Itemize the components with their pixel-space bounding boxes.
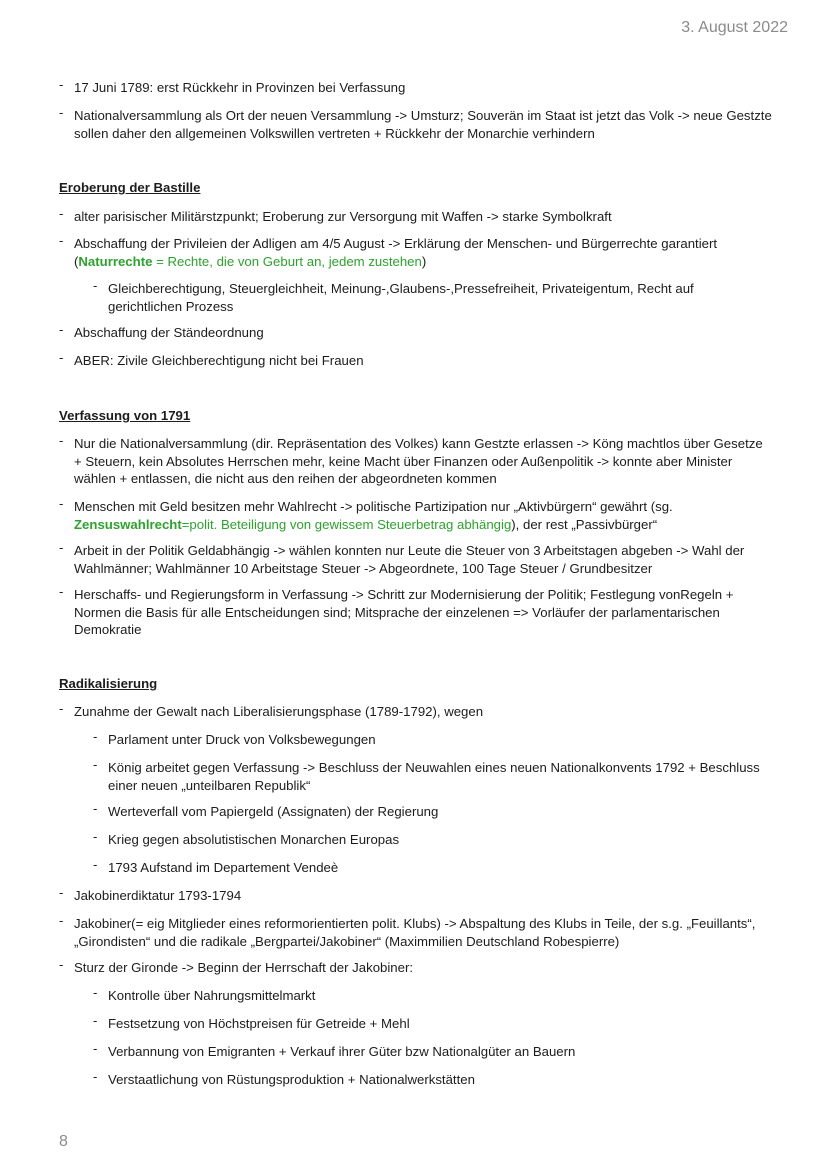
term-definition: =polit. Beteiligung von gewissem Steuerbetrag abhängig: [181, 516, 512, 532]
sub-list-item: - Gleichberechtigung, Steuergleichheit, Meinung-,Glaubens-,Pressefreiheit, Privateigentum, Recht auf gerichtlichen Prozess: [108, 280, 768, 315]
item-text-end: ): [421, 253, 427, 269]
item-text: Abschaffung der Privileien der Adligen am 4/5 August -> Erklärung der Menschen- und Bürgerrechte garantiert (: [74, 236, 718, 269]
sub-list-item: - Verstaatlichung von Rüstungsproduktion + Nationalwerkstätten: [108, 1071, 768, 1089]
list-item: - Jakobinerdiktatur 1793-1794: [74, 887, 774, 905]
list-item: [74, 235, 774, 270]
item-text: Menschen mit Geld besitzen mehr Wahlrecht -> politische Partizipation nur „Aktivbürgern“ gewährt (sg.: [74, 499, 673, 514]
sub-list-item: - Werteverfall vom Papiergeld (Assignaten) der Regierung: [108, 803, 768, 821]
sub-list-item: - Krieg gegen absolutistischen Monarchen Europas: [108, 831, 768, 849]
list-item: - ABER: Zivile Gleichberechtigung nicht bei Frauen: [74, 352, 774, 370]
section-heading-radikalisierung: Radikalisierung: [59, 676, 158, 691]
item-text-end: ), der rest „Passivbürger“: [511, 516, 658, 532]
list-item: - Sturz der Gironde -> Beginn der Herrschaft der Jakobiner:: [74, 959, 774, 977]
list-item: - 17 Juni 1789: erst Rückkehr in Provinzen bei Verfassung: [74, 79, 774, 97]
list-item: [74, 498, 774, 533]
sub-list-item: - Parlament unter Druck von Volksbewegungen: [108, 731, 768, 749]
term-zensuswahlrecht: Zensuswahlrecht: [74, 516, 182, 532]
list-item: - alter parisischer Militärstzpunkt; Eroberung zur Versorgung mit Waffen -> starke Symbolkraft: [74, 208, 774, 226]
list-item: - Arbeit in der Politik Geldabhängig -> wählen konnten nur Leute die Steuer von 3 Arbeitstagen abgeben -> Wahl der Wahlmänner; Wahlmänner 10 Arbeitstage Steuer -> Abgeordnete, 100 Tage Steuer / Grundbesitzer: [74, 542, 774, 577]
list-item: - Zunahme der Gewalt nach Liberalisierungsphase (1789-1792), wegen: [74, 703, 774, 721]
list-item: - Abschaffung der Ständeordnung: [74, 324, 774, 342]
term-definition: = Rechte, die von Geburt an, jedem zustehen: [152, 253, 422, 269]
term-naturrechte: Naturrechte: [78, 253, 153, 269]
section-heading-bastille: Eroberung der Bastille: [59, 180, 201, 195]
list-item: - Jakobiner(= eig Mitglieder eines reformorientierten polit. Klubs) -> Abspaltung des Klubs in Teile, der s.g. „Feuillants“, „Girondisten“ und die radikale „Bergpartei/Jakobiner“ (Maximmilien Deutschland Robespierre): [74, 915, 774, 950]
list-item: - Nationalversammlung als Ort der neuen Versammlung -> Umsturz; Souverän im Staat ist jetzt das Volk -> neue Gestzte sollen daher den allgemeinen Volkswillen vertreten + Rückkehr der Monarchie verhindern: [74, 107, 774, 142]
sub-list-item: - 1793 Aufstand im Departement Vendeè: [108, 859, 768, 877]
sub-list-item: - Kontrolle über Nahrungsmittelmarkt: [108, 987, 768, 1005]
sub-list-item: - Verbannung von Emigranten + Verkauf ihrer Güter bzw Nationalgüter an Bauern: [108, 1043, 768, 1061]
list-item: - Herschaffs- und Regierungsform in Verfassung -> Schritt zur Modernisierung der Politik; Festlegung vonRegeln + Normen die Basis für alle Entscheidungen sind; Mitsprache der einzelenen => Vorläufer der parlamentarischen Demokratie: [74, 586, 774, 639]
list-item: - Nur die Nationalversammlung (dir. Repräsentation des Volkes) kann Gestzte erlassen -> Köng machtlos über Gesetze + Steuern, kein Absolutes Herrschen mehr, keine Macht über Finanzen oder Außenpolitik -> konnte aber Minister wählen + entlassen, die nicht aus den reihen der abgeordneten kommen: [74, 435, 774, 488]
sub-list-item: - Festsetzung von Höchstpreisen für Getreide + Mehl: [108, 1015, 768, 1033]
section-heading-verfassung: Verfassung von 1791: [59, 408, 191, 423]
page-date: 3. August 2022: [681, 19, 788, 36]
sub-list-item: - König arbeitet gegen Verfassung -> Beschluss der Neuwahlen eines neuen Nationalkonvents 1792 + Beschluss einer neuen „unteilbaren Republik“: [108, 759, 768, 794]
page-number: 8: [59, 1133, 68, 1150]
